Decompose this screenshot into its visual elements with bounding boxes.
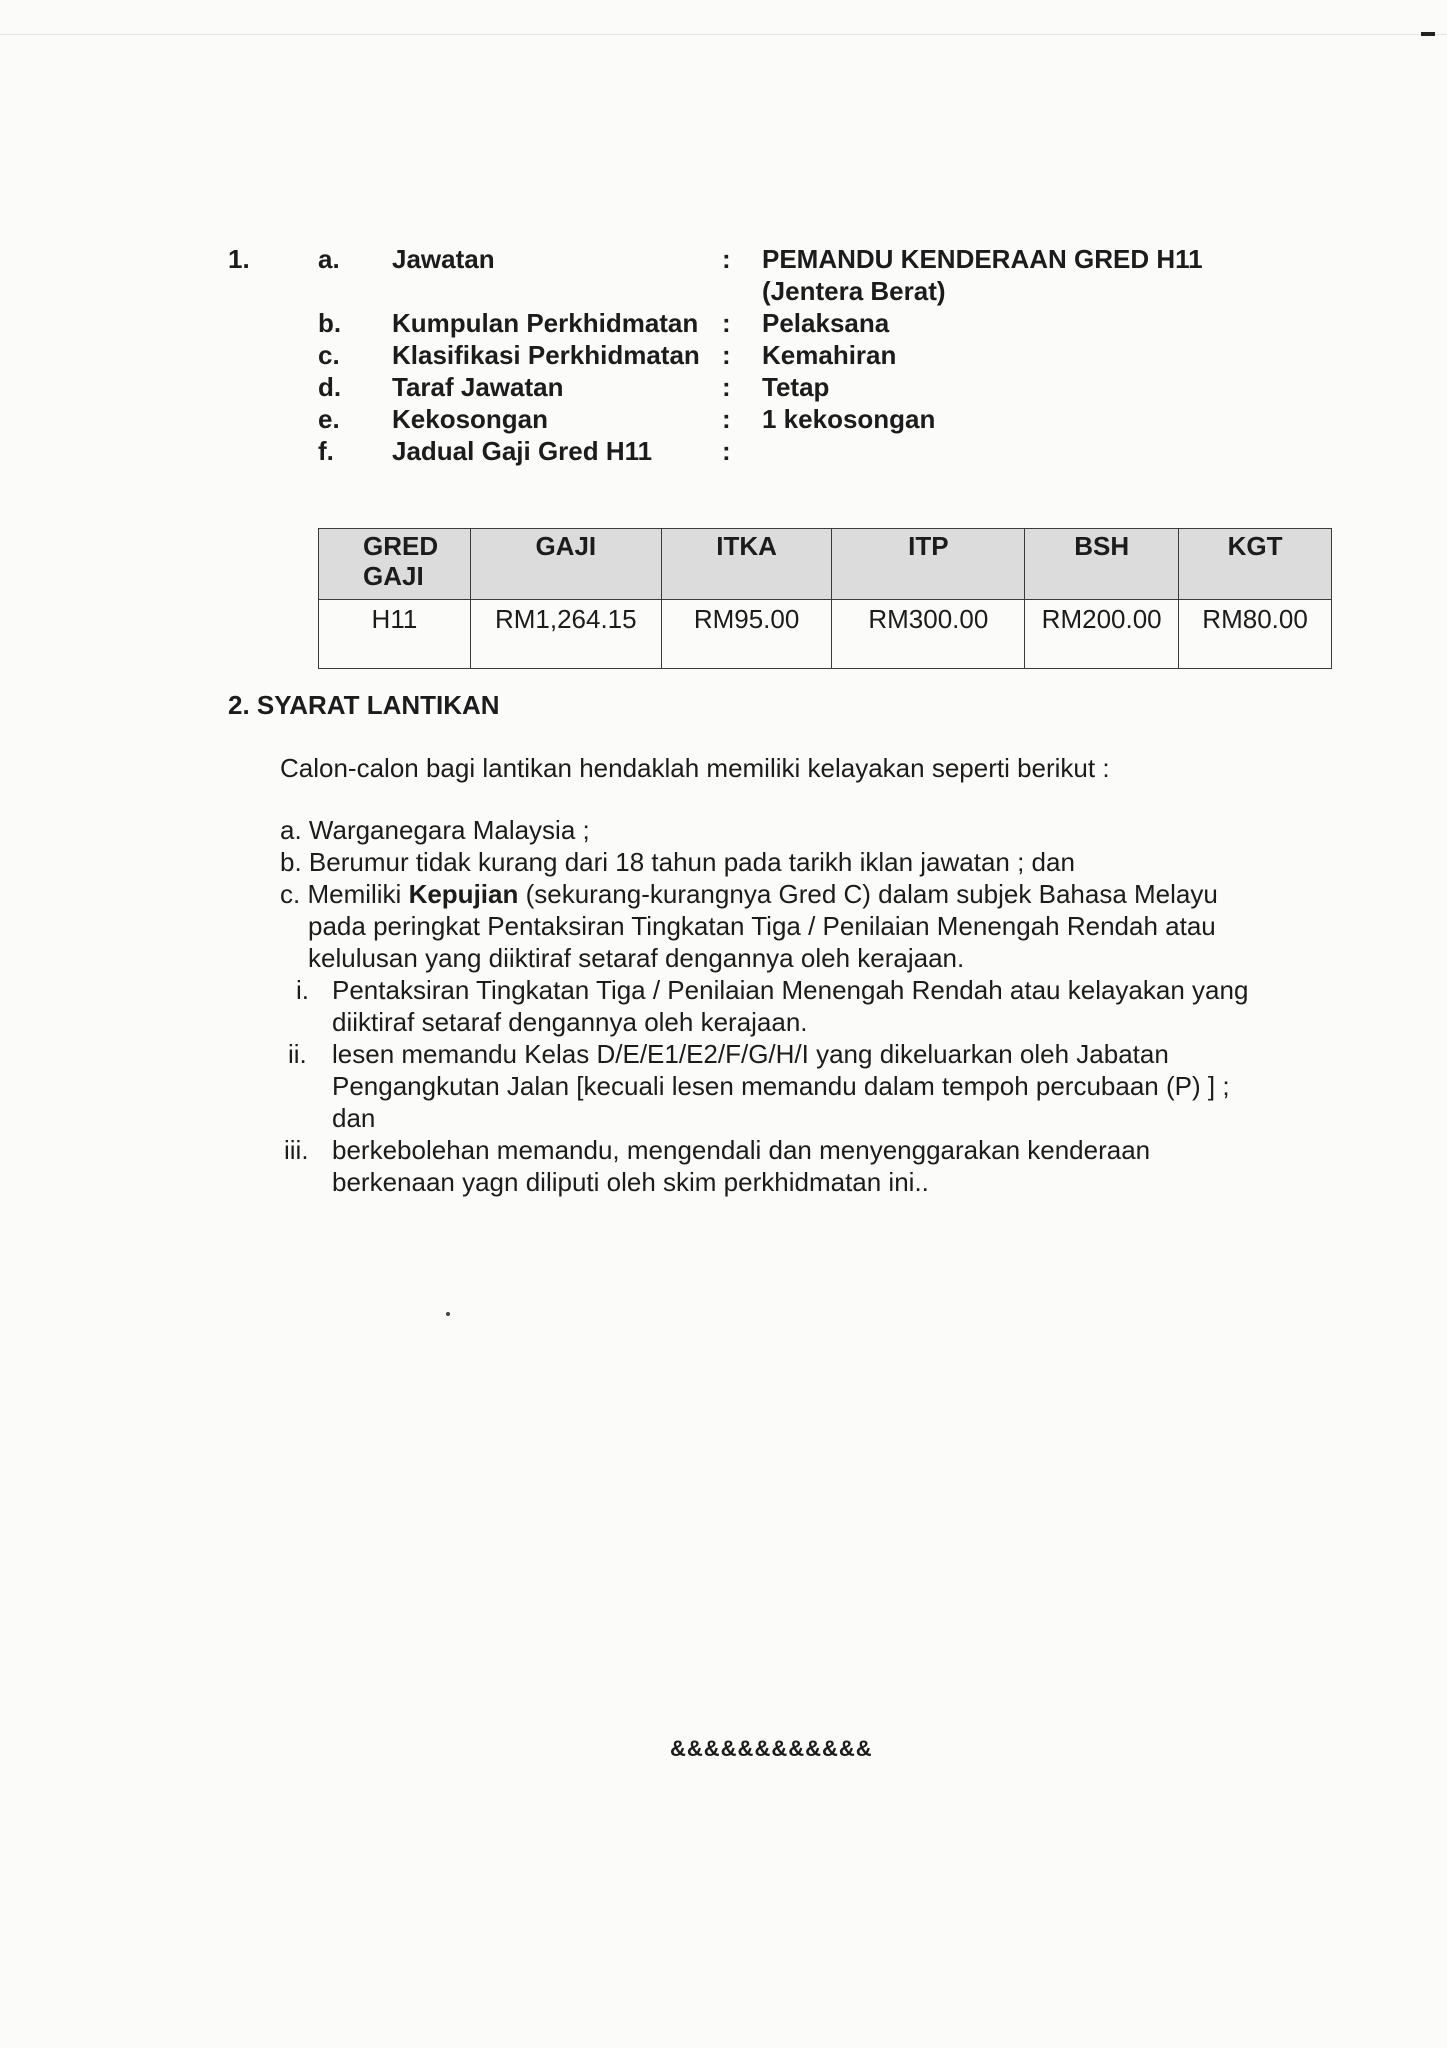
sub-item-ii-line2: Pengangkutan Jalan [kecuali lesen memandu dalam tempoh percubaan (P) ] ; [332,1071,1230,1101]
requirement-b: b. Berumur tidak kurang dari 18 tahun pada tarikh iklan jawatan ; dan [280,847,1075,877]
info-label: Kekosongan [392,404,549,434]
table-cell-bsh: RM200.00 [1025,600,1179,669]
info-value: Tetap [762,372,830,402]
info-value: (Jentera Berat) [762,276,946,306]
requirement-c-line3: kelulusan yang diiktiraf setaraf dengannya oleh kerajaan. [308,943,965,973]
intro-text: Calon-calon bagi lantikan hendaklah memiliki kelayakan seperti berikut : [280,753,1110,783]
info-label: Taraf Jawatan [392,372,564,402]
scan-speck [446,1312,450,1316]
table-header-kgt: KGT [1179,529,1332,600]
info-letter: a. [318,244,340,274]
table-cell-gaji: RM1,264.15 [470,600,661,669]
requirement-c-bold: Kepujian [408,879,519,909]
table-header-gred-gaji: GRED GAJI [319,529,471,600]
requirement-c-prefix: c. Memiliki [280,879,409,909]
info-letter: f. [318,436,334,466]
requirement-a: a. Warganegara Malaysia ; [280,815,590,845]
info-letter: b. [318,308,342,338]
info-value: Pelaksana [762,308,890,338]
info-colon: : [722,436,731,466]
salary-table [318,528,1332,669]
sub-item-i-line2: diiktiraf setaraf dengannya oleh kerajaan. [332,1007,808,1037]
sub-item-marker: iii. [284,1135,309,1165]
info-letter: c. [318,340,340,370]
info-colon: : [722,308,731,338]
info-label: Jadual Gaji Gred H11 [392,436,653,466]
info-label: Klasifikasi Perkhidmatan [392,340,700,370]
sub-item-iii-line2: berkenaan yagn diliputi oleh skim perkhidmatan ini.. [332,1167,929,1197]
info-colon: : [722,372,731,402]
requirement-c-rest: (sekurang-kurangnya Gred C) dalam subjek Bahasa Melayu [518,879,1218,909]
info-value: PEMANDU KENDERAAN GRED H11 [762,244,1203,274]
table-header-bsh: BSH [1025,529,1179,600]
sub-item-i-line1: Pentaksiran Tingkatan Tiga / Penilaian Menengah Rendah atau kelayakan yang [332,975,1249,1005]
info-value: Kemahiran [762,340,897,370]
sub-item-ii-line1: lesen memandu Kelas D/E/E1/E2/F/G/H/I yang dikeluarkan oleh Jabatan [332,1039,1169,1069]
table-cell-kgt: RM80.00 [1179,600,1332,669]
section-title-syarat-lantikan: 2. SYARAT LANTIKAN [228,690,500,720]
table-cell-gred: H11 [319,600,471,669]
sub-item-ii-line3: dan [332,1103,376,1133]
requirement-c [280,878,1218,910]
scan-edge-line [0,34,1447,35]
footer-separator: &&&&&&&&&&&& [670,1736,873,1761]
sub-item-marker: ii. [288,1039,307,1069]
requirement-c-line2: pada peringkat Pentaksiran Tingkatan Tiga / Penilaian Menengah Rendah atau [308,911,1216,941]
info-letter: e. [318,404,340,434]
table-cell-itp: RM300.00 [832,600,1025,669]
salary-table-header-row [319,529,1332,600]
table-row [319,600,1332,669]
table-header-itka: ITKA [661,529,832,600]
sub-item-marker: i. [296,975,309,1005]
scan-edge-mark [1421,32,1435,36]
info-colon: : [722,340,731,370]
info-label: Jawatan [392,244,495,274]
table-cell-itka: RM95.00 [661,600,832,669]
table-header-gaji: GAJI [470,529,661,600]
item-number: 1. [228,244,250,274]
sub-item-iii-line1: berkebolehan memandu, mengendali dan menyenggarakan kenderaan [332,1135,1151,1165]
info-letter: d. [318,372,342,402]
info-value: 1 kekosongan [762,404,936,434]
info-label: Kumpulan Perkhidmatan [392,308,699,338]
info-colon: : [722,404,731,434]
table-header-itp: ITP [832,529,1025,600]
info-colon: : [722,244,731,274]
